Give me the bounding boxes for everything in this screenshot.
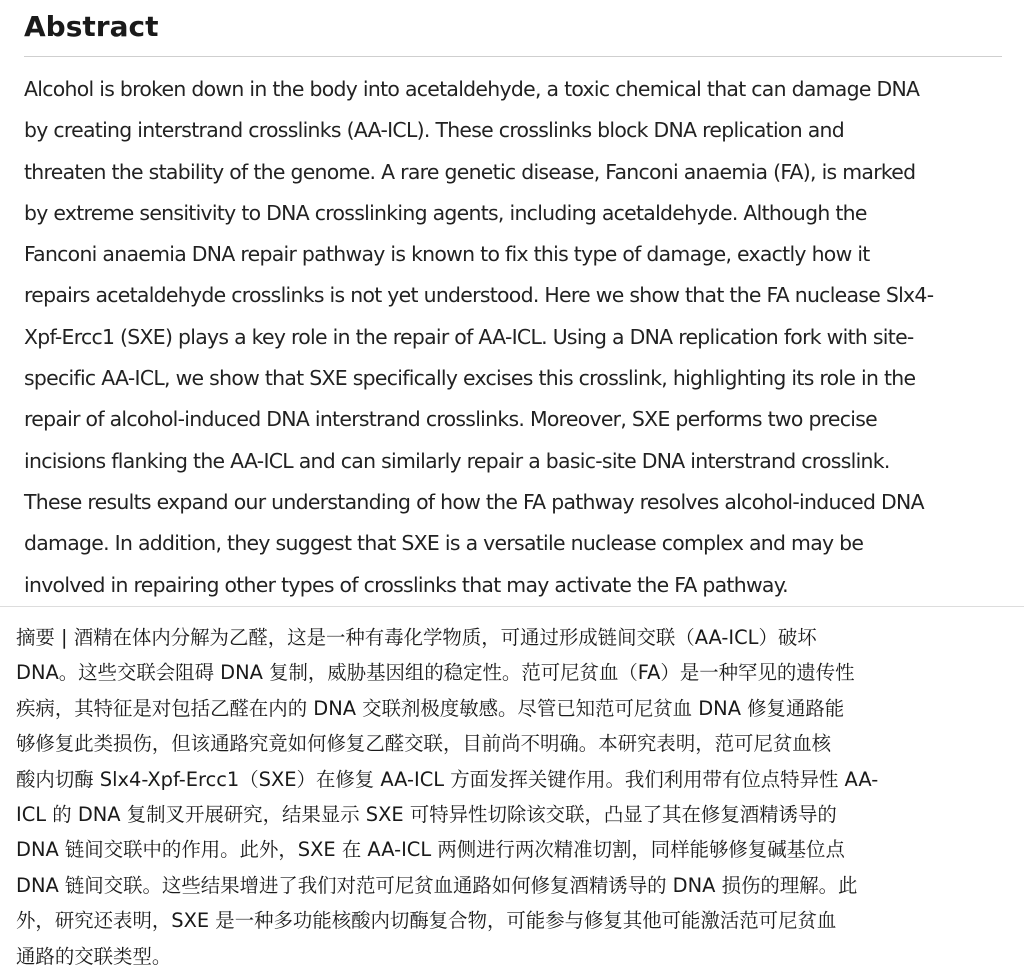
translation-line: 酸内切酶 Slx4-Xpf-Ercc1（SXE）在修复 AA-ICL 方面发挥关键作用。我们利用带有位点特异性 AA-: [16, 767, 879, 791]
abstract-line: threaten the stability of the genome. A rare genetic disease, Fanconi anaemia (FA), is marked: [24, 159, 916, 184]
translation-line: DNA。这些交联会阻碍 DNA 复制，威胁基因组的稳定性。范可尼贫血（FA）是一种罕见的遗传性: [16, 661, 855, 685]
translation-line: 疾病，其特征是对包括乙醛在内的 DNA 交联剂极度敏感。尽管已知范可尼贫血 DNA 修复通路能: [16, 696, 845, 720]
translation-line: 够修复此类损伤，但该通路究竟如何修复乙醛交联，目前尚不明确。本研究表明，范可尼贫血核: [16, 732, 832, 756]
translation-line: DNA 链间交联。这些结果增进了我们对范可尼贫血通路如何修复酒精诱导的 DNA 损伤的理解。此: [16, 873, 858, 897]
abstract-line: involved in repairing other types of crosslinks that may activate the FA pathway.: [24, 572, 788, 597]
abstract-text-chinese: [16, 620, 1024, 974]
translation-line: ICL 的 DNA 复制叉开展研究，结果显示 SXE 可特异性切除该交联，凸显了其在修复酒精诱导的: [16, 803, 837, 827]
translation-line: 通路的交联类型。: [16, 944, 172, 968]
abstract-line: by creating interstrand crosslinks (AA-ICL). These crosslinks block DNA replication and: [24, 118, 844, 143]
abstract-line: Fanconi anaemia DNA repair pathway is known to fix this type of damage, exactly how it: [24, 242, 870, 267]
abstract-line: specific AA-ICL, we show that SXE specifically excises this crosslink, highlighting its role in the: [24, 366, 916, 391]
abstract-line: repair of alcohol-induced DNA interstrand crosslinks. Moreover, SXE performs two precise: [24, 407, 878, 432]
translation-section: [0, 607, 1024, 978]
abstract-line: Alcohol is broken down in the body into acetaldehyde, a toxic chemical that can damage DNA: [24, 77, 920, 101]
translation-line: DNA 链间交联中的作用。此外，SXE 在 AA-ICL 两侧进行两次精准切割，同样能够修复碱基位点: [16, 838, 845, 862]
abstract-line: repairs acetaldehyde crosslinks is not yet understood. Here we show that the FA nuclease Slx4-: [24, 283, 934, 308]
abstract-heading: Abstract: [24, 10, 159, 43]
abstract-line: incisions flanking the AA-ICL and can similarly repair a basic-site DNA interstrand crosslink.: [24, 448, 890, 473]
abstract-line: These results expand our understanding of how the FA pathway resolves alcohol-induced DNA: [24, 489, 924, 514]
abstract-line: by extreme sensitivity to DNA crosslinking agents, including acetaldehyde. Although the: [24, 200, 867, 225]
heading-underline: [24, 56, 1002, 57]
abstract-line: damage. In addition, they suggest that SXE is a versatile nuclease complex and may be: [24, 531, 864, 556]
abstract-text-english: [24, 69, 1014, 606]
translation-line: 外，研究还表明，SXE 是一种多功能核酸内切酶复合物，可能参与修复其他可能激活范可尼贫血: [16, 909, 837, 933]
abstract-line: Xpf-Ercc1 (SXE) plays a key role in the repair of AA-ICL. Using a DNA replication fork with site-: [24, 324, 914, 349]
translation-line: 摘要 | 酒精在体内分解为乙醛，这是一种有毒化学物质，可通过形成链间交联（AA-ICL）破坏: [16, 626, 817, 649]
